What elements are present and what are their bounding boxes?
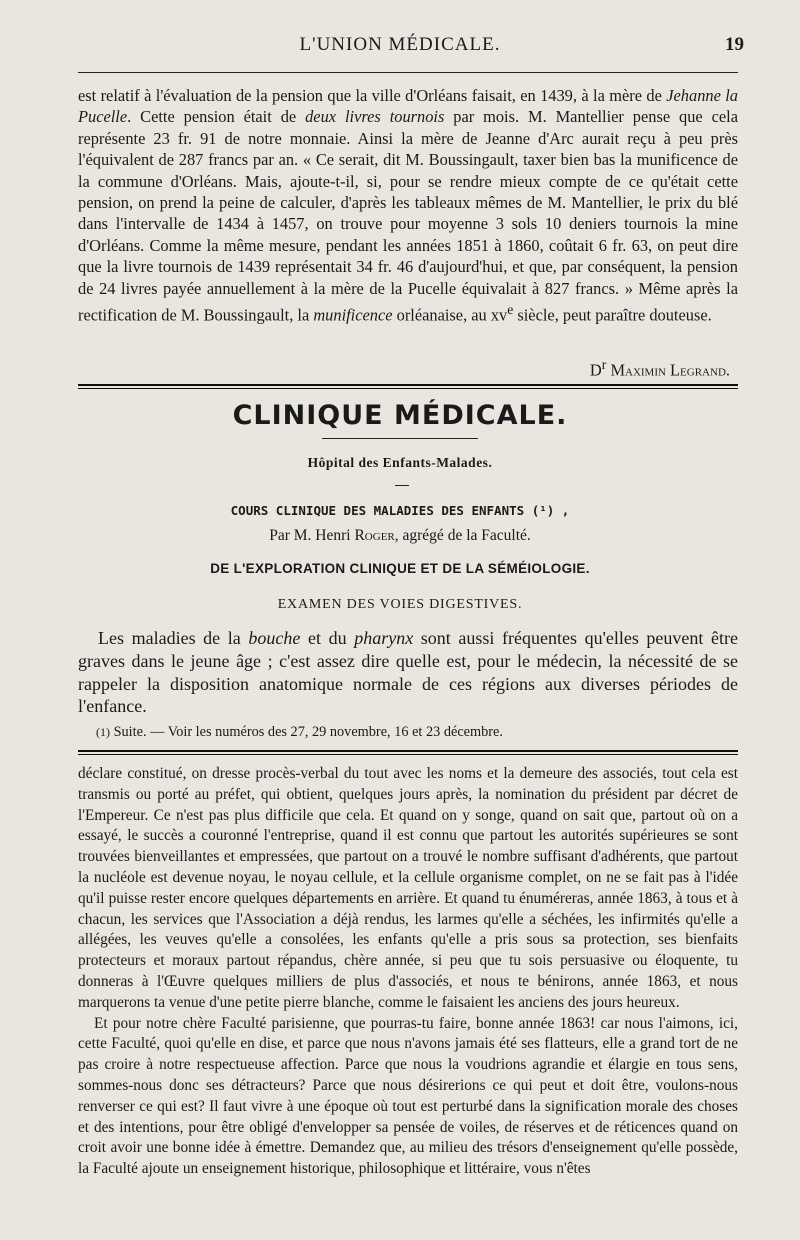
lead-paragraph: Les maladies de la bouche et du pharynx sont aussi fréquentes qu'elles peuvent être graves dans le jeune âge ; c'est assez dire quelle est, pour le médecin, la nécessité de se rappeler la disposition anatomique normale de ces régions aux diverses périodes de l'enfance. [78,628,738,717]
emphasis: Jehanne la Pucelle [78,86,738,127]
page-number: 19 [725,34,744,55]
footnote-reference: (¹) , [531,503,570,518]
author-signature: $D^r$ Maximin Legrand. [589,357,730,380]
section-divider [78,384,738,389]
emphasis: pharynx [354,628,414,648]
course-title: COURS CLINIQUE DES MALADIES DES ENFANTS (¹) , [230,503,570,518]
feuilleton-divider [78,750,738,755]
top-article [78,85,738,326]
feuilleton-text [78,764,738,1180]
lecture-title: DE L'EXPLORATION CLINIQUE ET DE LA SÉMÉIOLOGIE. [210,561,590,576]
hospital-name: Hôpital des Enfants-Malades. [307,455,493,470]
section-title: CLINIQUE MÉDICALE. [232,400,568,431]
feuilleton-paragraph: Et pour notre chère Faculté parisienne, que pourras-tu faire, bonne année 1863! car nous l'aimons, ici, cette Faculté, quoi qu'elle en dise, et parce que nous n'avons jamais été ses flatteurs, elle a grand tort de ne pas croire à notre respectueuse affection. Parce que nous la voudrions agrandie et élargie en tous sens, sommes-nous donc ses détracteurs? Parce que nous désirerions ce qui peut et doit être, voulons-nous renverser ce qui est? Il faut vivre à une époque où tout est perturbé dans la signification morale des choses et des intentions, pour être obligé d'envelopper sa pensée de voiles, de réserves et de réticences quand on croit avoir une bonne idée à émettre. Demandez que, au milieu des trésors d'enseignement qu'elle possède, la Faculté ajoute un enseignement historique, philosophique et littéraire, vous n'êtes [78,1014,738,1178]
emphasis: bouche [248,628,301,648]
running-header [0,34,800,60]
emphasis: deux livres tournois [305,107,445,127]
top-article-paragraph: est relatif à l'évaluation de la pension que la ville d'Orléans faisait, en 1439, à la mère de Jehanne la Pucelle. Cette pension était de deux livres tournois par mois. M. Mantellier pense que cela représente 23 fr. 91 de notre monnaie. Ainsi la mère de Jeanne d'Arc aurait reçu à peu près l'équivalent de 287 francs par an. « Ce serait, dit M. Boussingault, taxer bien bas la munificence de la commune d'Orléans. Mais, ajoute-t-il, si, pour se rendre mieux compte de ce qu'était cette pension, on prend la peine de calculer, d'après les tableaux mêmes de M. Mantellier, le prix du blé dans l'intervalle de 1434 à 1457, on trouve pour moyenne 3 sols 10 deniers tournois la mine d'Orléans. Comme la même mesure, pendant les années 1851 à 1860, coûtait 6 fr. 63, on peut dire que la livre tournois de 1439 représentait 34 fr. 46 d'aujourd'hui, et que, par conséquent, la pension de 24 livres payée annuellement à la mère de la Pucelle équivalait à 827 francs. » Même après la rectification de M. Boussingault, la munificence orléanaise, au $xv^e$ siècle, peut paraître douteuse. [78,86,738,325]
byline: Par M. Henri Roger, agrégé de la Faculté. [269,527,531,544]
running-title: L'UNION MÉDICALE. [299,34,501,55]
title-underline [322,438,478,439]
feuilleton-paragraph: déclare constitué, on dresse procès-verbal du tout avec les noms et la demeure des associés, tout cela est transmis ou porté au préfet, qui obtient, quelques jours après, la nomination du président par décret de l'Empereur. Ce n'est pas plus difficile que cela. Et quand on y songe, quand on sait que, partout où on a essayé, le succès a couronné l'entreprise, quand il est connu que partout les autorités supérieures se sont trouvées bienveillantes et empressées, que partout on a trouvé le nombre suffisant d'adhérents, que partout la nucléole est devenue noyau, le noyau cellule, et la cellule organisme complet, on ne se fait pas à l'idée qu'il puisse rester encore quelques départements en arrière. Et quand tu énuméreras, année 1863, à tous et à chacun, les services que l'Association a déjà rendus, les larmes qu'elle a séchées, les infirmités qu'elle a allégées, les veuves qu'elle a consolées, les enfants qu'elle a pris sous sa protection, ses bienfaits protecteurs et moraux partout répandus, chère année, si peu que tu sois persuasive ou éloquente, tu donneras à l'Œuvre quelques milliers de plus d'associés, et nous te bénirons, année 1863, et nous marquerons ta venue d'une petite pierre blanche, comme le faisaient les anciens des jours heureux. [78,765,738,1011]
header-rule [78,72,738,73]
short-dash [395,485,409,486]
emphasis: munificence [313,305,393,325]
lecture-subtitle: EXAMEN DES VOIES DIGESTIVES. [277,597,523,612]
footnote: (1) Suite. — Voir les numéros des 27, 29 novembre, 16 et 23 décembre. [96,724,503,740]
